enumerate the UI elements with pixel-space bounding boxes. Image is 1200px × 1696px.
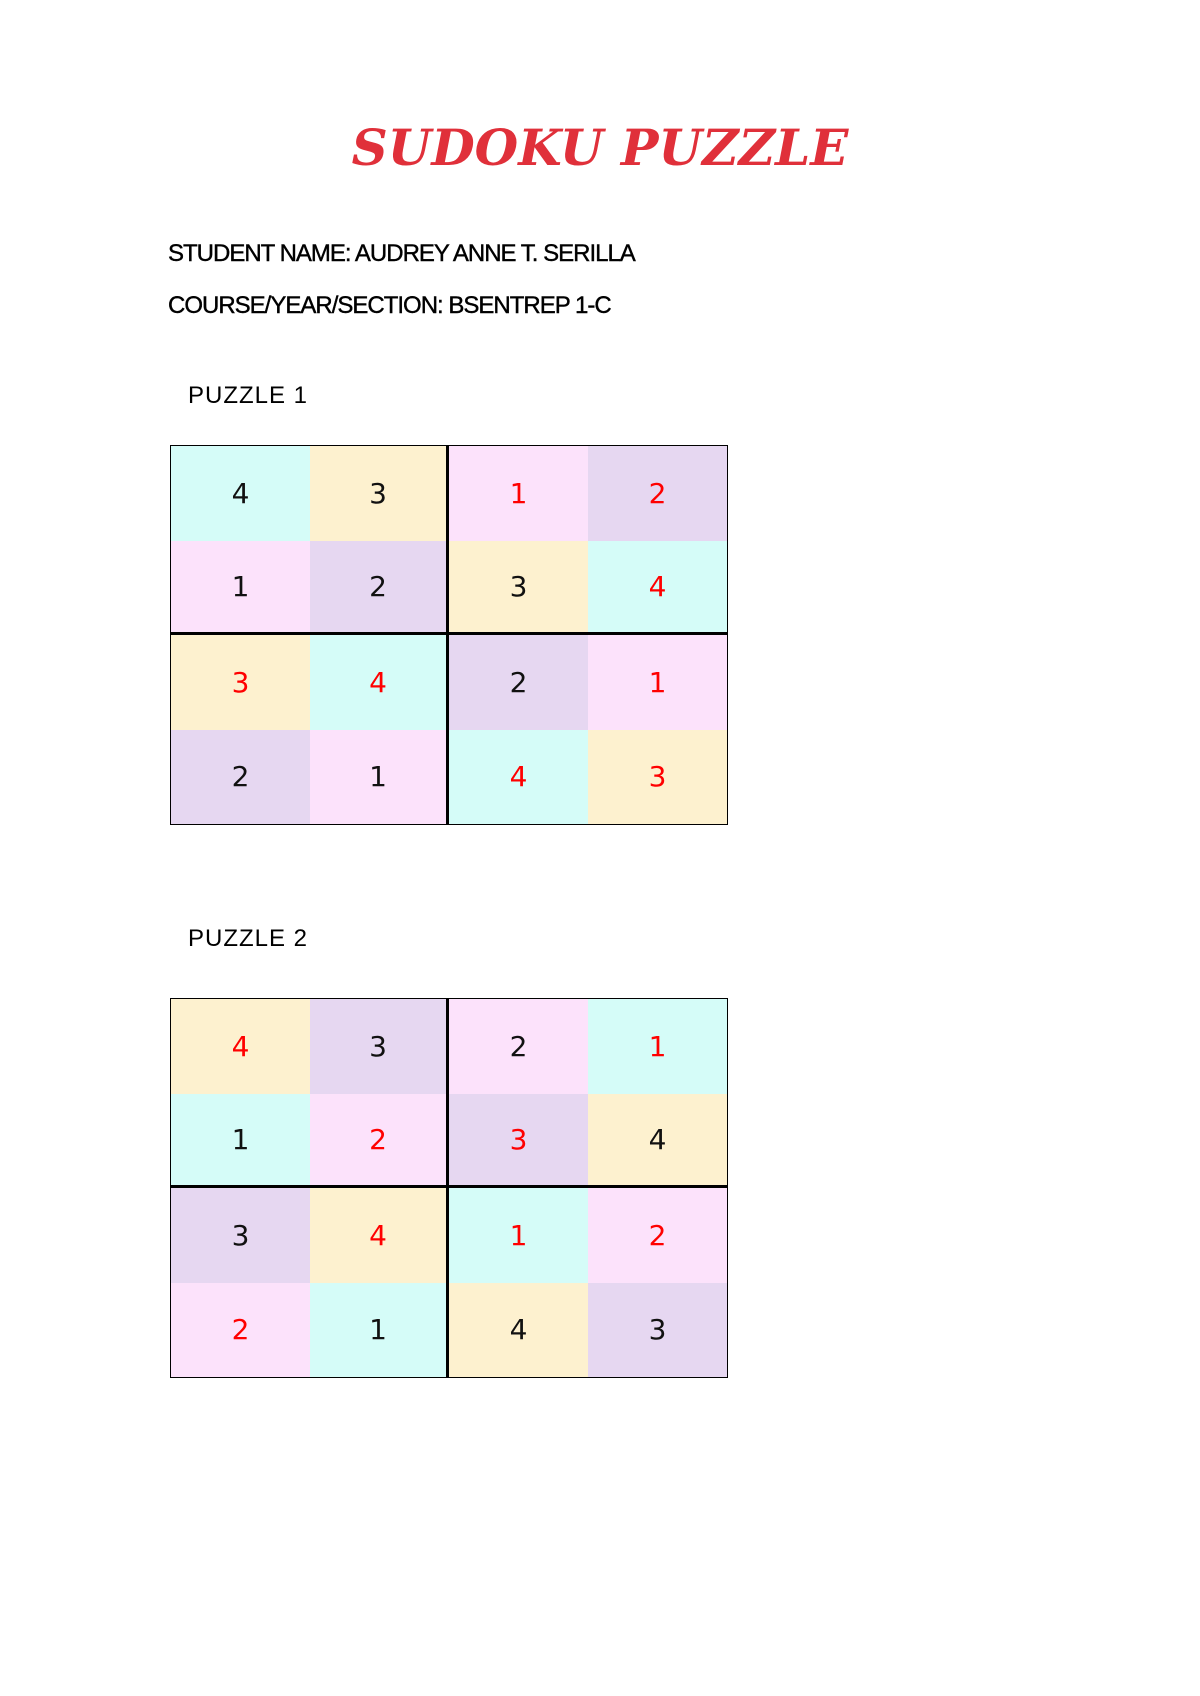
course-year-section: COURSE/YEAR/SECTION: BSENTREP 1-C [168,292,611,319]
sudoku-cell: 1 [171,1094,310,1189]
sudoku-cell: 3 [171,635,310,730]
sudoku-cell: 3 [588,1283,727,1378]
sudoku-cell: 3 [171,1188,310,1283]
puzzle-1-label: PUZZLE 1 [188,382,309,409]
sudoku-cell: 1 [588,999,727,1094]
sudoku-cell: 4 [588,1094,727,1189]
sudoku-cell: 3 [449,1094,588,1189]
sudoku-cell: 3 [310,446,449,541]
sudoku-cell: 1 [310,730,449,825]
sudoku-cell: 3 [449,541,588,636]
puzzle-2-grid [170,998,728,1378]
puzzle-1-grid [170,445,728,825]
student-name: STUDENT NAME: AUDREY ANNE T. SERILLA [168,240,635,267]
sudoku-cell: 2 [449,999,588,1094]
sudoku-cell: 4 [588,541,727,636]
sudoku-cell: 2 [588,1188,727,1283]
sudoku-cell: 3 [310,999,449,1094]
sudoku-cell: 1 [310,1283,449,1378]
sudoku-cell: 2 [310,1094,449,1189]
sudoku-cell: 2 [171,1283,310,1378]
sudoku-cell: 4 [310,1188,449,1283]
sudoku-cell: 2 [449,635,588,730]
sudoku-cell: 3 [588,730,727,825]
sudoku-cell: 4 [171,999,310,1094]
sudoku-cell: 1 [171,541,310,636]
sudoku-cell: 4 [171,446,310,541]
sudoku-cell: 2 [171,730,310,825]
page-title: SUDOKU PUZZLE [351,118,849,177]
puzzle-2-label: PUZZLE 2 [188,925,309,952]
sudoku-cell: 1 [588,635,727,730]
sudoku-cell: 4 [449,730,588,825]
sudoku-cell: 2 [310,541,449,636]
sudoku-cell: 4 [310,635,449,730]
sudoku-cell: 2 [588,446,727,541]
sudoku-cell: 4 [449,1283,588,1378]
sudoku-cell: 1 [449,446,588,541]
sudoku-cell: 1 [449,1188,588,1283]
